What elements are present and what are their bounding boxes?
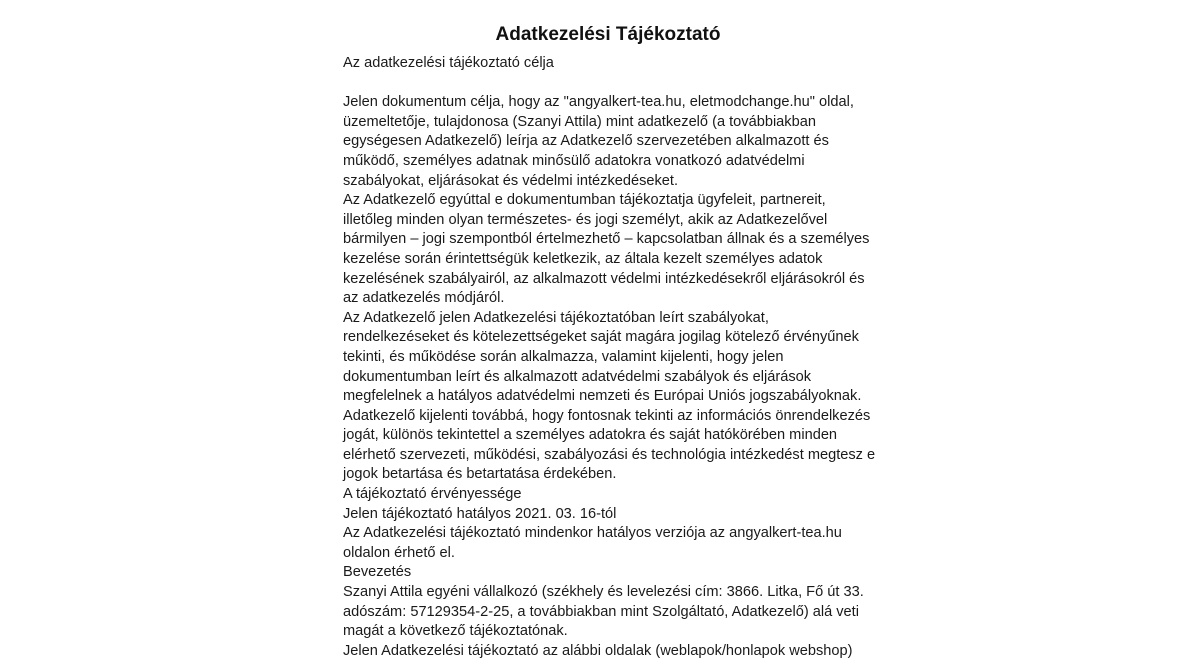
paragraph-scope: Jelen Adatkezelési tájékoztató az alábbi oldalak (weblapok/honlapok webshop) xyxy=(343,642,853,659)
paragraph-introduction: Szanyi Attila egyéni vállalkozó (székhely és levelezési cím: 3866. Litka, Fő út 33. adószám: 57129354-2-25, a továbbiakban mint Szolgáltató, Adatkezelő) alá veti magát a következő tájékoztatónak. xyxy=(343,584,864,640)
paragraph-binding-rules: Az Adatkezelő jelen Adatkezelési tájékoztatóban leírt szabályokat, rendelkezéseket és kötelezettségeket saját magára jogilag kötelező érvényűnek tekinti, és működése során alkalmazza, valamint kijelenti, hogy jelen dokumentumban leírt és alkalmazott adatvédelmi szabályok és eljárások megfelelnek a hatályos adatvédelmi nemzeti és Európai Uniós jogszabályoknak. xyxy=(343,309,862,405)
paragraph-current-version: Az Adatkezelési tájékoztató mindenkor hatályos verziója az angyalkert-tea.hu oldalon érhető el. xyxy=(343,525,842,561)
section-heading-introduction: Bevezetés xyxy=(343,564,412,581)
document-body xyxy=(343,54,878,661)
paragraph-purpose: Jelen dokumentum célja, hogy az "angyalkert-tea.hu, eletmodchange.hu" oldal, üzemeltetője, tulajdonosa (Szanyi Attila) mint adatkezelő (a továbbiakban egységesen Adatkezelő) leírja az Adatkezelő szervezetében alkalmazott és működő, személyes adatnak minősülő adatokra vonatkozó adatvédelmi szabályokat, eljárásokat és védelmi intézkedéseket. xyxy=(343,94,854,189)
paragraph-self-determination: Adatkezelő kijelenti továbbá, hogy fontosnak tekinti az információs önrendelkezés jogát, különös tekintettel a személyes adatokra és saját hatókörében minden elérhető szervezeti, működési, szabályozási és technológia intézkedést megtesz e jogok betartása és betartatása érdekében. xyxy=(343,407,876,483)
paragraph-information: Az Adatkezelő egyúttal e dokumentumban tájékoztatja ügyfeleit, partnereit, illetőleg minden olyan természetes- és jogi személyt, akik az Adatkezelővel bármilyen – jogi szempontból értelmezhető – kapcsolatban állnak és a személyes kezelése során érintettségük keletkezik, az általa kezelt személyes adatok kezelésének szabályairól, az alkalmazott védelmi intézkedésekről eljárásokról és az adatkezelés módjáról. xyxy=(343,192,870,307)
page-title: Adatkezelési Tájékoztató xyxy=(495,23,721,45)
paragraph-effective-date: Jelen tájékoztató hatályos 2021. 03. 16-tól xyxy=(343,505,617,522)
section-heading-purpose: Az adatkezelési tájékoztató célja xyxy=(343,55,554,71)
section-heading-validity: A tájékoztató érvényessége xyxy=(343,486,522,503)
